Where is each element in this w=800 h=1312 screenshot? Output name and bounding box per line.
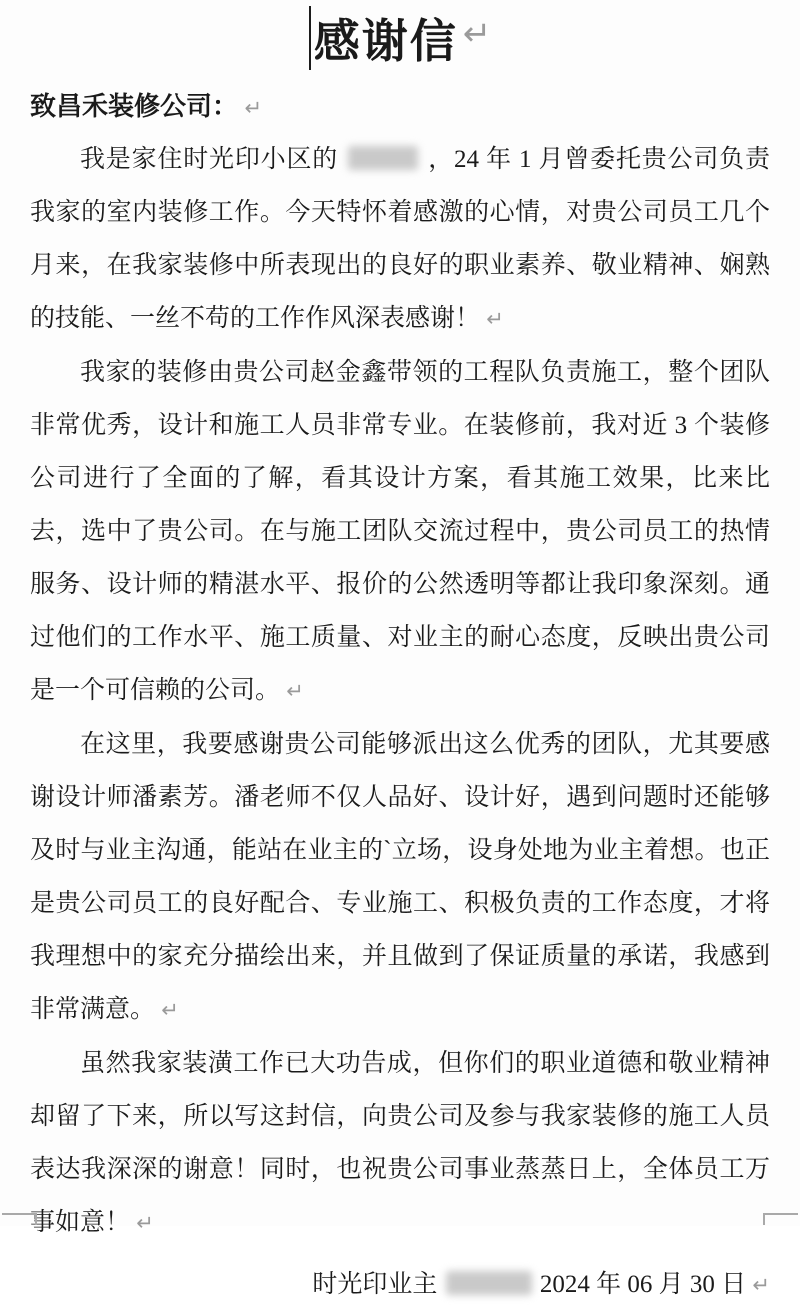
document-title-line[interactable] xyxy=(30,0,770,76)
paragraph-1-text-after: ，24 年 1 月曾委托贵公司负责我家的室内装修工作。今天特怀着感激的心情，对贵公司员工几个月来，在我家装修中所表现出的良好的职业素养、敬业精神、娴熟的技能、一丝不苟的工作作风深表感谢！ xyxy=(30,146,770,332)
paragraph-1-text-before: 我是家住时光印小区的 xyxy=(80,146,339,173)
signature-date: 2024 年 06 月 30 日 xyxy=(539,1271,747,1298)
paragraph-mark-icon: ↵ xyxy=(136,1211,154,1235)
paragraph-3-text: 在这里，我要感谢贵公司能够派出这么优秀的团队，尤其要感谢设计师潘素芳。潘老师不仅人品好、设计好，遇到问题时还能够及时与业主沟通，能站在业主的`立场，设身处地为业主着想。也正是贵公司员工的良好配合、专业施工、积极负责的工作态度，才将我理想中的家充分描绘出来，并且做到了保证质量的承诺，我感到非常满意。 xyxy=(30,731,770,1023)
paragraph-mark-icon: ↵ xyxy=(244,96,263,120)
paragraph-4-text: 虽然我家装潢工作已大功告成，但你们的职业道德和敬业精神却留了下来，所以写这封信，向贵公司及参与我家装修的施工人员表达我深深的谢意！同时，也祝贵公司事业蒸蒸日上，全体员工万事如意！ xyxy=(30,1050,770,1236)
text-cursor xyxy=(309,6,311,70)
paragraph-mark-icon: ↵ xyxy=(486,307,504,331)
signature-prefix: 时光印业主 xyxy=(312,1271,438,1298)
paragraph-3[interactable] xyxy=(30,718,770,1037)
paragraph-2-text: 我家的装修由贵公司赵金鑫带领的工程队负责施工，整个团队非常优秀，设计和施工人员非常专业。在装修前，我对近 3 个装修公司进行了全面的了解，看其设计方案，看其施工效果，比来比去，选中了贵公司。在与施工团队交流过程中，贵公司员工的热情服务、设计师的精湛水平、报价的公然透明等都让我印象深刻。通过他们的工作水平、施工质量、对业主的耐心态度，反映出贵公司是一个可信赖的公司。 xyxy=(30,359,770,704)
page-title: 感谢信 xyxy=(313,16,458,67)
paragraph-mark-icon: ↵ xyxy=(286,679,304,703)
paragraph-4[interactable] xyxy=(30,1037,770,1250)
salutation-line[interactable] xyxy=(30,82,770,133)
page-margin-corner-left xyxy=(2,1213,37,1225)
paragraph-mark-icon: ↵ xyxy=(752,1273,770,1297)
paragraph-2[interactable] xyxy=(30,346,770,718)
paragraph-1[interactable] xyxy=(30,133,770,346)
salutation-text: 致昌禾装修公司： xyxy=(30,92,239,121)
paragraph-mark-icon: ↵ xyxy=(161,998,179,1022)
paragraph-mark-icon: ↵ xyxy=(462,14,492,54)
redacted-resident-name-blur xyxy=(348,146,418,170)
page-margin-corner-right xyxy=(763,1213,798,1225)
redacted-signer-name-blur xyxy=(446,1271,532,1295)
signature-line[interactable] xyxy=(30,1258,770,1312)
